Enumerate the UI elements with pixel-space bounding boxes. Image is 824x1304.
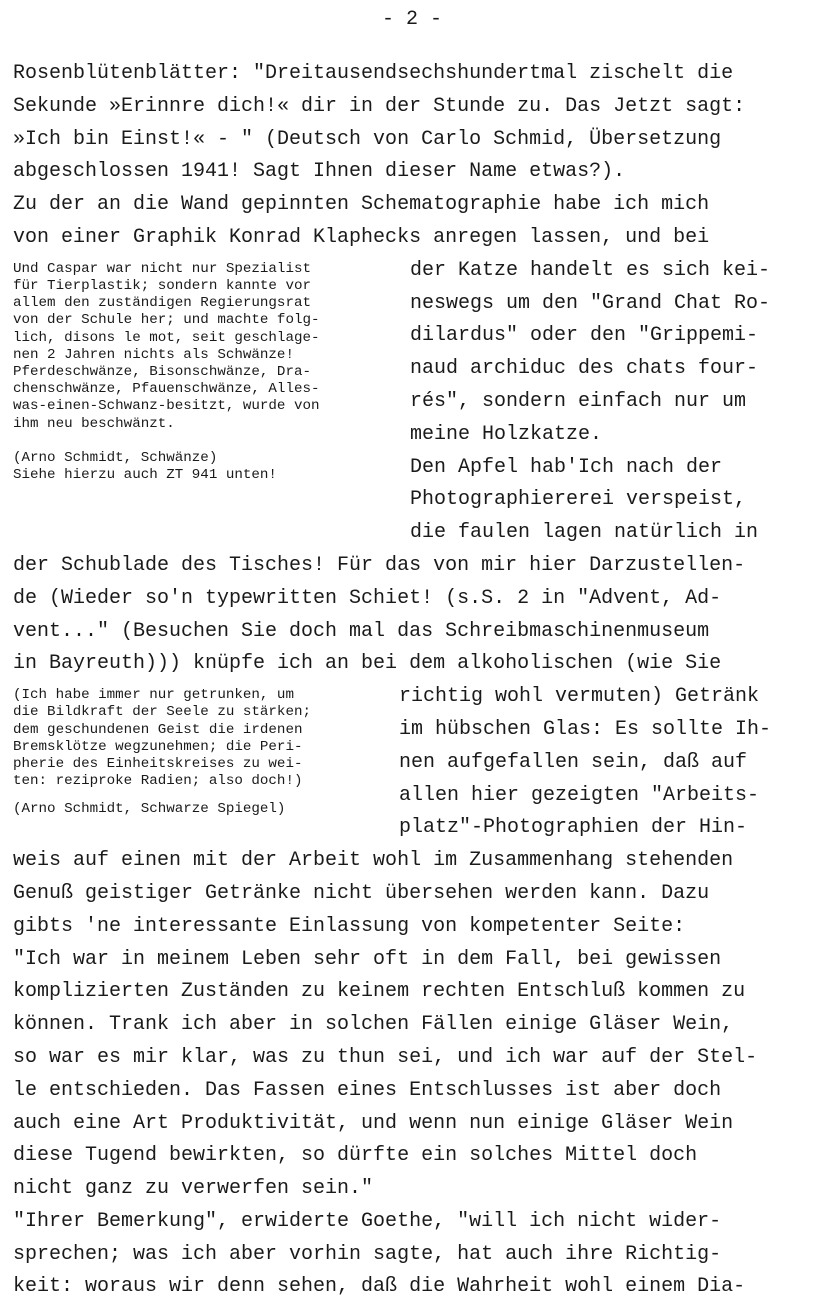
text-line: naud archiduc des chats four- <box>410 357 759 381</box>
paragraph-block-2 <box>13 550 821 681</box>
text-line: nen aufgefallen sein, daß auf <box>399 750 748 774</box>
paragraph-block-1 <box>13 58 821 255</box>
text-line: diese Tugend bewirkten, so dürfte ein solches Mittel doch <box>13 1144 698 1168</box>
text-line: dilardus" oder den "Grippemi- <box>410 324 759 348</box>
text-line: im hübschen Glas: Es sollte Ih- <box>399 717 772 741</box>
text-line: "Ihrer Bemerkung", erwiderte Goethe, "will ich nicht wider- <box>13 1209 722 1233</box>
text-line: Rosenblütenblätter: "Dreitausendsechshundertmal zischelt die <box>13 62 734 85</box>
text-line: »Ich bin Einst!« - " (Deutsch von Carlo Schmid, Übersetzung <box>13 127 722 151</box>
sidenote-quote: Und Caspar war nicht nur Spezialist für Tierplastik; sondern kannte vor allem den zuständigen Regierungsrat von der Schule her; und machte folg- lich, disons le mot, seit geschlage- nen 2 Jahren nichts als Schwänze! Pferdeschwänze, Bisonschwänze, Dra- chenschwänze, Pfauenschwänze, Alles- was-einen-Schwanz-besitzt, wurde von ihm neu beschwänzt. <box>13 260 320 432</box>
paragraph-block-3 <box>13 845 821 1304</box>
sidenote-source: (Arno Schmidt, Schwarze Spiegel) <box>13 801 286 818</box>
text-line: rés", sondern einfach nur um <box>410 389 747 413</box>
text-line: weis auf einen mit der Arbeit wohl im Zusammenhang stehenden <box>13 849 734 873</box>
text-line: nicht ganz zu verwerfen sein." <box>13 1177 374 1201</box>
text-line: in Bayreuth))) knüpfe ich an bei dem alkoholischen (wie Sie <box>13 652 722 676</box>
text-line: von einer Graphik Konrad Klaphecks anregen lassen, und bei <box>13 225 710 249</box>
page-number: - 2 - <box>381 8 442 31</box>
sidenote-schwaenze <box>13 255 410 484</box>
text-line: der Schublade des Tisches! Für das von mir hier Darzustellen- <box>13 553 746 577</box>
text-line: sprechen; was ich aber vorhin sagte, hat auch ihre Richtig- <box>13 1242 722 1266</box>
sidenote-schwarze-spiegel <box>13 681 399 818</box>
text-line: Den Apfel hab'Ich nach der <box>410 455 723 479</box>
text-line: abgeschlossen 1941! Sagt Ihnen dieser Name etwas?). <box>13 160 626 184</box>
text-line: Photographiererei verspeist, <box>410 488 747 512</box>
split-section-1 <box>13 255 821 550</box>
text-line: können. Trank ich aber in solchen Fällen einige Gläser Wein, <box>13 1013 734 1037</box>
sidenote-source: (Arno Schmidt, Schwänze) Siehe hierzu auch ZT 941 unten! <box>13 449 277 484</box>
text-line: gibts 'ne interessante Einlassung von kompetenter Seite: <box>13 914 686 938</box>
text-line: vent..." (Besuchen Sie doch mal das Schreibmaschinenmuseum <box>13 619 710 643</box>
text-line: der Katze handelt es sich kei- <box>410 258 771 282</box>
text-line: platz"-Photographien der Hin- <box>399 816 748 840</box>
text-line: de (Wieder so'n typewritten Schiet! (s.S. 2 in "Advent, Ad- <box>13 586 722 610</box>
text-line: Zu der an die Wand gepinnten Schematographie habe ich mich <box>13 193 710 217</box>
text-line: auch eine Art Produktivität, und wenn nun einige Gläser Wein <box>13 1111 734 1135</box>
text-line: keit: woraus wir denn sehen, daß die Wahrheit wohl einem Dia- <box>13 1275 746 1299</box>
text-line: die faulen lagen natürlich in <box>410 521 759 545</box>
page-body <box>13 58 821 1304</box>
text-line: Sekunde »Erinnre dich!« dir in der Stunde zu. Das Jetzt sagt: <box>13 94 746 118</box>
text-column-2 <box>399 681 821 845</box>
text-line: le entschieden. Das Fassen eines Entschlusses ist aber doch <box>13 1078 722 1102</box>
text-line: neswegs um den "Grand Chat Ro- <box>410 291 771 315</box>
text-column-1 <box>410 255 821 550</box>
split-section-2 <box>13 681 821 845</box>
text-line: allen hier gezeigten "Arbeits- <box>399 783 760 807</box>
text-line: komplizierten Zuständen zu keinem rechten Entschluß kommen zu <box>13 980 746 1004</box>
text-line: Genuß geistiger Getränke nicht übersehen werden kann. Dazu <box>13 881 710 905</box>
text-line: richtig wohl vermuten) Getränk <box>399 685 760 709</box>
text-line: "Ich war in meinem Leben sehr oft in dem Fall, bei gewissen <box>13 947 722 971</box>
text-line: meine Holzkatze. <box>410 422 603 446</box>
text-line: so war es mir klar, was zu thun sei, und ich war auf der Stel- <box>13 1045 758 1069</box>
sidenote-quote: (Ich habe immer nur getrunken, um die Bildkraft der Seele zu stärken; dem geschundenen Geist die irdenen Bremsklötze wegzunehmen; die Peri- pherie des Einheitskreises zu wei- ten: reziproke Radien; also doch!) <box>13 687 311 790</box>
